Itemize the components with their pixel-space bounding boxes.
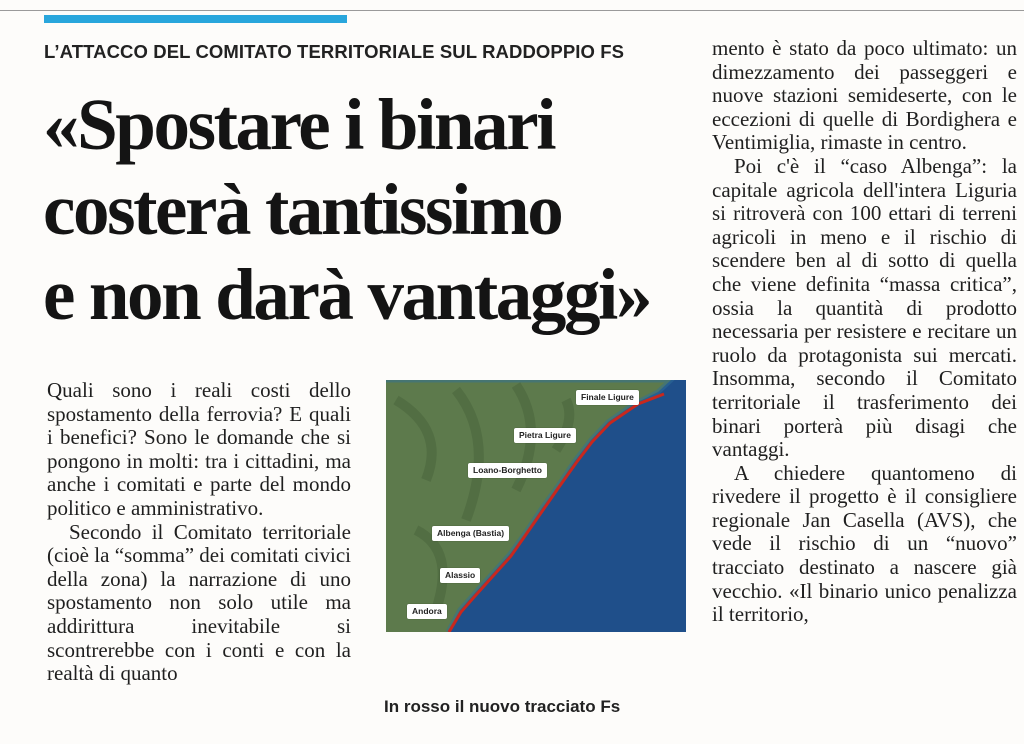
map-label-loano-borghetto: Loano-Borghetto xyxy=(468,463,547,478)
article-kicker: L’ATTACCO DEL COMITATO TERRITORIALE SUL RADDOPPIO FS xyxy=(44,41,625,62)
map-label-pietra-ligure: Pietra Ligure xyxy=(514,428,576,443)
map-label-albenga-bastia: Albenga (Bastia) xyxy=(432,526,509,541)
route-map xyxy=(386,380,686,632)
headline-line: costerà tantissimo xyxy=(43,169,562,250)
map-label-alassio: Alassio xyxy=(440,568,480,583)
section-accent-bar xyxy=(44,15,347,23)
body-paragraph: Poi c'è il “caso Albenga”: la capitale agricola dell'intera Liguria si ritroverà con 100 ettari di terreni agricoli in meno e il rischio di scendere ben al di sotto di quella che viene definita “massa critica”, ossia la quantità di prodotto necessaria per resistere e recitare un ruolo da protagonista sui mercati. Insomma, secondo il Comitato territoriale il trasferimento dei binari porterà più disagi che vantaggi. xyxy=(712,153,1017,462)
body-column-left xyxy=(47,379,351,686)
map-caption: In rosso il nuovo tracciato Fs xyxy=(384,697,621,716)
body-paragraph: Quali sono i reali costi dello spostamento della ferrovia? E quali i benefici? Sono le domande che si pongono in molti: tra i cittadini, ma anche i comitati e parte del mondo politico e amministrativo. xyxy=(47,378,351,520)
body-column-right xyxy=(712,37,1017,627)
map-graphic xyxy=(386,380,686,632)
headline-line: e non darà vantaggi» xyxy=(43,254,651,335)
article-headline xyxy=(43,82,703,337)
map-label-andora: Andora xyxy=(407,604,447,619)
body-paragraph: A chiedere quantomeno di rivedere il progetto è il consigliere regionale Jan Casella (AVS), che vede il rischio di un “nuovo” tracciato destinato a nascere già vecchio. «Il binario unico penalizza il territorio, xyxy=(712,460,1017,627)
body-paragraph: mento è stato da poco ultimato: un dimezzamento dei passeggeri e nuove stazioni semideserte, con le eccezioni di quelle di Bordighera e Ventimiglia, rimaste in centro. xyxy=(712,36,1017,155)
headline-line: «Spostare i binari xyxy=(43,84,555,165)
body-paragraph: Secondo il Comitato territoriale (cioè la “somma” dei comitati civici della zona) la narrazione di uno spostamento non solo utile ma addirittura inevitabile si scontrerebbe con i conti e con la realtà di quanto xyxy=(47,519,351,686)
map-label-finale-ligure: Finale Ligure xyxy=(576,390,639,405)
top-rule xyxy=(0,10,1024,11)
